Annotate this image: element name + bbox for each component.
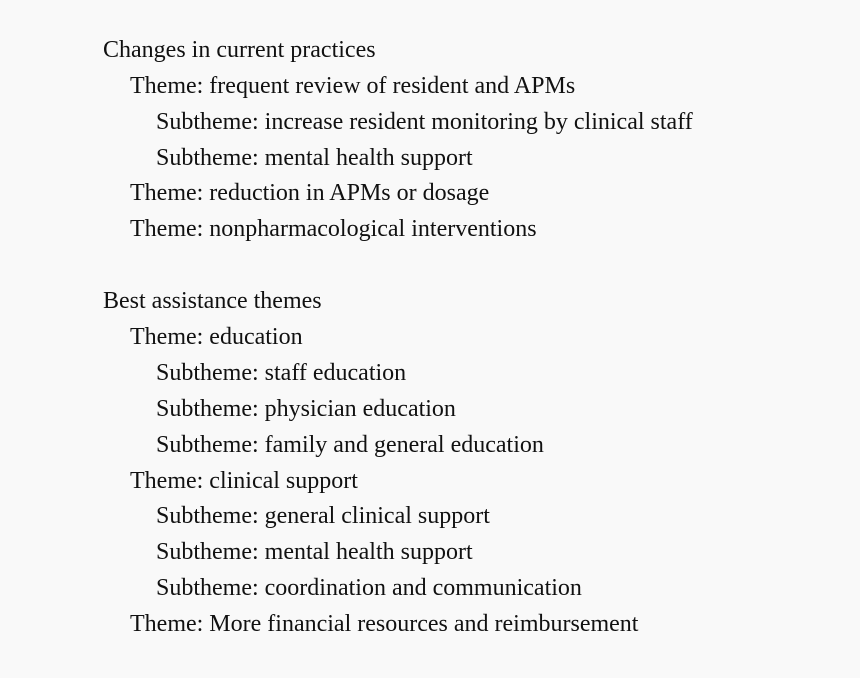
section-heading-changes: Changes in current practices <box>103 37 376 63</box>
subtheme-item: Subtheme: physician education <box>156 396 456 422</box>
theme-item: Theme: clinical support <box>130 468 358 494</box>
section-heading-assistance: Best assistance themes <box>103 288 322 314</box>
theme-item: Theme: nonpharmacological interventions <box>130 216 537 242</box>
subtheme-item: Subtheme: general clinical support <box>156 503 490 529</box>
subtheme-item: Subtheme: mental health support <box>156 539 473 565</box>
subtheme-item: Subtheme: family and general education <box>156 432 544 458</box>
subtheme-item: Subtheme: increase resident monitoring by clinical staff <box>156 109 693 135</box>
theme-item: Theme: reduction in APMs or dosage <box>130 180 490 206</box>
subtheme-item: Subtheme: mental health support <box>156 145 473 171</box>
subtheme-item: Subtheme: staff education <box>156 360 407 386</box>
subtheme-item: Subtheme: coordination and communication <box>156 575 582 601</box>
theme-item: Theme: frequent review of resident and APMs <box>130 73 576 99</box>
theme-item: Theme: education <box>130 324 303 350</box>
theme-item: Theme: More financial resources and reimbursement <box>130 611 639 637</box>
